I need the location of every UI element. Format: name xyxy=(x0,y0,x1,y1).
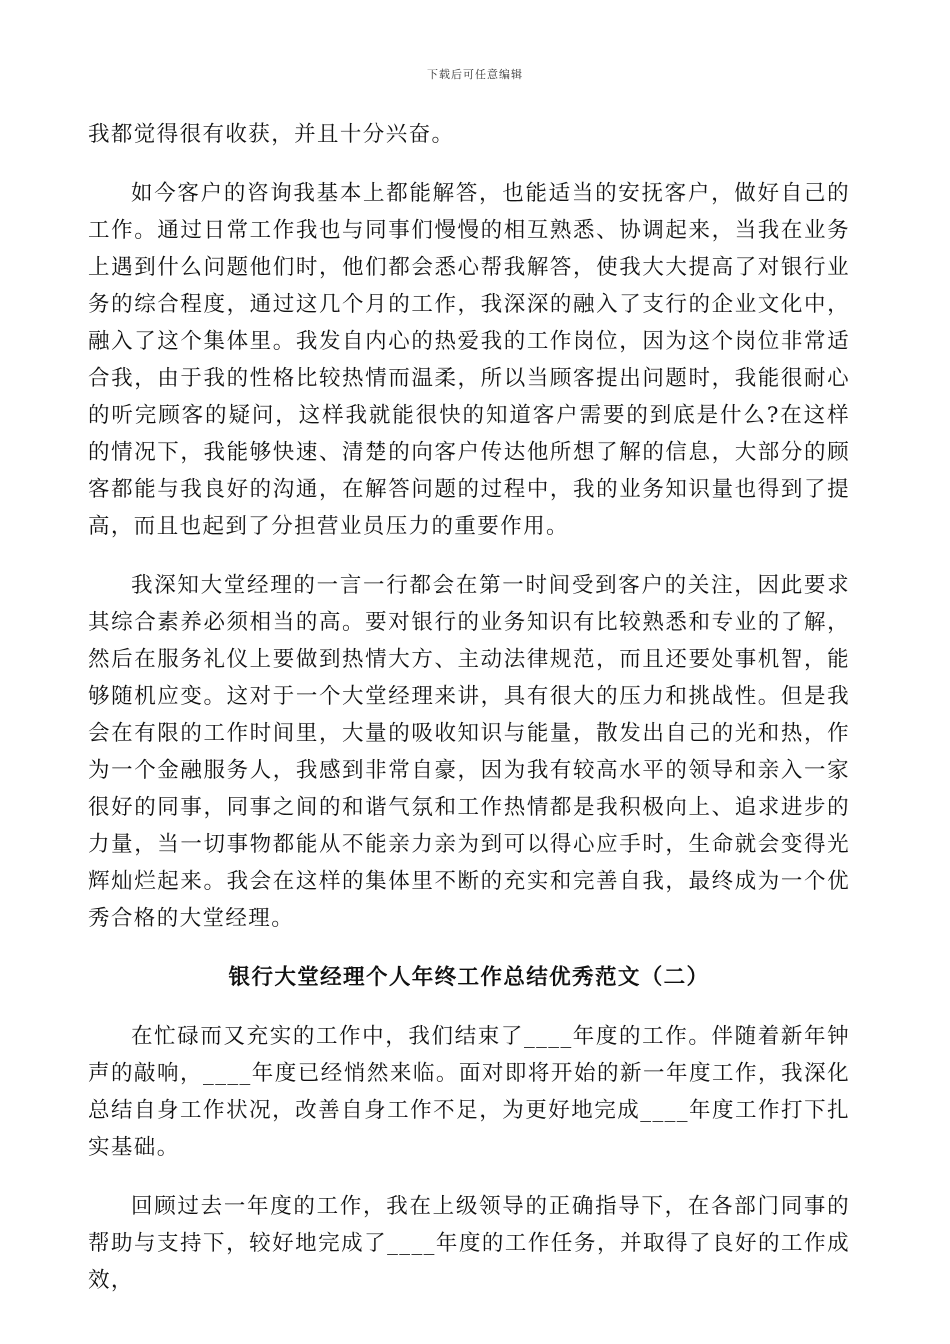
paragraph-5: 回顾过去一年度的工作，我在上级领导的正确指导下，在各部门同事的帮助与支持下，较好地完成了____年度的工作任务，并取得了良好的工作成效， xyxy=(88,1194,850,1293)
header-note: 下载后可任意编辑 xyxy=(427,68,523,81)
paragraph-3: 我深知大堂经理的一言一行都会在第一时间受到客户的关注，因此要求其综合素养必须相当的高。要对银行的业务知识有比较熟悉和专业的了解，然后在服务礼仪上要做到热情大方、主动法律规范，而且还要处事机智，能够随机应变。这对于一个大堂经理来讲，具有很大的压力和挑战性。但是我会在有限的工作时间里，大量的吸收知识与能量，散发出自己的光和热，作为一个金融服务人，我感到非常自豪，因为我有较高水平的领导和亲入一家很好的同事，同事之间的和谐气氛和工作热情都是我积极向上、追求进步的力量，当一切事物都能从不能亲力亲为到可以得心应手时，生命就会变得光辉灿烂起来。我会在这样的集体里不断的充实和完善自我，最终成为一个优秀合格的大堂经理。 xyxy=(88,573,850,931)
paragraph-2: 如今客户的咨询我基本上都能解答，也能适当的安抚客户，做好自己的工作。通过日常工作我也与同事们慢慢的相互熟悉、协调起来，当我在业务上遇到什么问题他们时，他们都会悉心帮我解答，使我大大提高了对银行业务的综合程度，通过这几个月的工作，我深深的融入了支行的企业文化中，融入了这个集体里。我发自内心的热爱我的工作岗位，因为这个岗位非常适合我，由于我的性格比较热情而温柔，所以当顾客提出问题时，我能很耐心的听完顾客的疑问，这样我就能很快的知道客户需要的到底是什么?在这样的情况下，我能够快速、清楚的向客户传达他所想了解的信息，大部分的顾客都能与我良好的沟通，在解答问题的过程中，我的业务知识量也得到了提高，而且也起到了分担营业员压力的重要作用。 xyxy=(88,181,850,539)
paragraph-4: 在忙碌而又充实的工作中，我们结束了____年度的工作。伴随着新年钟声的敲响，____年度已经悄然来临。面对即将开始的新一年度工作，我深化总结自身工作状况，改善自身工作不足，为更好地完成____年度工作打下扎实基础。 xyxy=(88,1024,850,1160)
document-body xyxy=(88,116,850,1321)
paragraph-1: 我都觉得很有收获，并且十分兴奋。 xyxy=(88,122,455,147)
section-title: 银行大堂经理个人年终工作总结优秀范文（二） xyxy=(228,965,710,990)
